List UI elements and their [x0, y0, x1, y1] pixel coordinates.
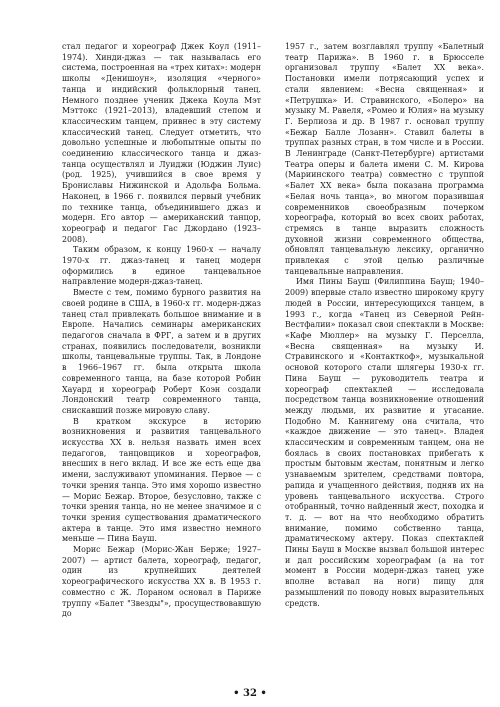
page-number: • 32 •: [233, 688, 267, 699]
right-paragraph-1: 1957 г., затем возглавлял труппу «Балетный театр Парижа». В 1960 г. в Брюсселе организовал труппу «Балет ХХ века». Постановки имели потрясающий успех и стали явлением: «Весна священная» и «Петрушка» И. Стравинского, «Болеро» на музыку М. Равеля, «Ромео и Юлия» на музыку Г. Берлиоза и др. В 1987 г. основал труппу «Бежар Балле Лозанн». Ставил балеты в труппах разных стран, в том числе и в России. В Ленинграде (Санкт-Петербурге) артистами Театра оперы и балета имени С. М. Кирова (Мариинского театра) совместно с труппой «Балет ХХ века» была показана программа «Белая ночь танца», во многом поразившая современников своеобразным почерком хореографа, который во всех своих работах, стремясь в танце выразить сложность духовной жизни современного общества, обновлял танцевальную лексику, органично привлекая с этой целью различные танцевальные направления.: [285, 42, 484, 276]
left-paragraph-5: Морис Бежар (Морис-Жан Бержe; 1927–2007) — артист балета, хореограф, педагог, один из крупнейших деятелей хореографического искусства ХХ в. В 1953 г. совместно с Ж. Лораном основал в Париже труппу «Балет "Звезды"», просуществовавшую до: [62, 545, 261, 619]
right-paragraph-2: Имя Пины Бауш (Филиппина Бауш; 1940–2009) впервые стало известно широкому кругу людей в России, интересующихся танцем, в 1993 г., когда «Танец из Северной Рейн-Вестфалии» показал свои спектакли в Москве: «Кафе Мюллер» на музыку Г. Перселла, «Весна священная» на музыку И. Стравинского и «Контакткоф», музыкальной основой которого стали шлягеры 1930-х гг. Пина Бауш — руководитель театра и хореограф спектаклей — исследовала посредством танца возникновение отношений между людьми, их развитие и угасание. Подобно М. Каннигему она считала, что «каждое движение — это танец». Владея классическим и современным танцем, она не боялась в своих постановках прибегать к простым бытовым жестам, понятным и легко узнаваемым зрителем, средствами повтора, рапида и учащенного действия, подняв их на уровень танцевального искусства. Строго отобранный, точно найденный жест, походка и т. д. — вот на что необходимо обратить внимание, помимо собственно танца, драматическому актеру. Показ спектаклей Пины Бауш в Москве вызвал большой интерес и дал российским хореографам (а на тот момент в России модерн-джаз танец уже вполне вставал на ноги) пищу для размышлений по поводу новых выразительных средств.: [285, 277, 484, 608]
left-paragraph-4: В кратком экскурсе в историю возникновения и развития танцевального искусства ХХ в. нельзя назвать имен всех педагогов, танцовщиков и хореографов, внесших в него вклад. И все же есть еще два имени, заслуживают упоминания. Первое — с точки зрения танца. Это имя хорошо известно — Морис Бежар. Второе, безусловно, также с точки зрения танца, но не менее значимое и с точки зрения существования драматического актера в танце. Это имя известно немного меньше — Пина Бауш.: [62, 416, 261, 544]
left-column: [62, 42, 261, 620]
right-column: [285, 42, 484, 609]
left-paragraph-1: стал педагог и хореограф Джек Коул (1911–1974). Хинди-джаз — так называлась его система, построенная на «трех китах»: модерн школы «Денишоун», изоляция «черного» танца и индийский фольклорный танец. Немного позднее ученик Джека Коула Мэт Мэттокс (1921–2013), владевший степом и классическим танцем, привнес в эту систему классический танец. Следует отметить, что довольно успешные и любопытные опыты по соединению классического танца и джаз-танца осуществлял и Луиджи (Юджин Луис) (род. 1925), учившийся в свое время у Брониславы Нижинской и Адольфа Больма. Наконец, в 1966 г. появился первый учебник по технике танца, объединившего джаз и модерн. Его автор — американский танцор, хореограф и педагог Гас Джордано (1923–2008).: [62, 42, 261, 244]
left-paragraph-2: Таким образом, к концу 1960-х — началу 1970-х гг. джаз-танец и танец модерн оформились в единое танцевальное направление модерн-джаз-танец.: [62, 245, 261, 287]
left-paragraph-3: Вместе с тем, помимо бурного развития на своей родине в США, в 1960-х гг. модерн-джаз танец стал привлекать большое внимание и в Европе. Начались семинары американских педагогов сначала в ФРГ, а затем и в других странах, появились последователи, возникли школы, танцевальные труппы. Так, в Лондоне в 1966–1967 гг. была открыта школа современного танца, на базе которой Робин Хауард и хореограф Роберт Коэн создали Лондонский театр современного танца, снискавший позже мировую славу.: [62, 288, 261, 415]
